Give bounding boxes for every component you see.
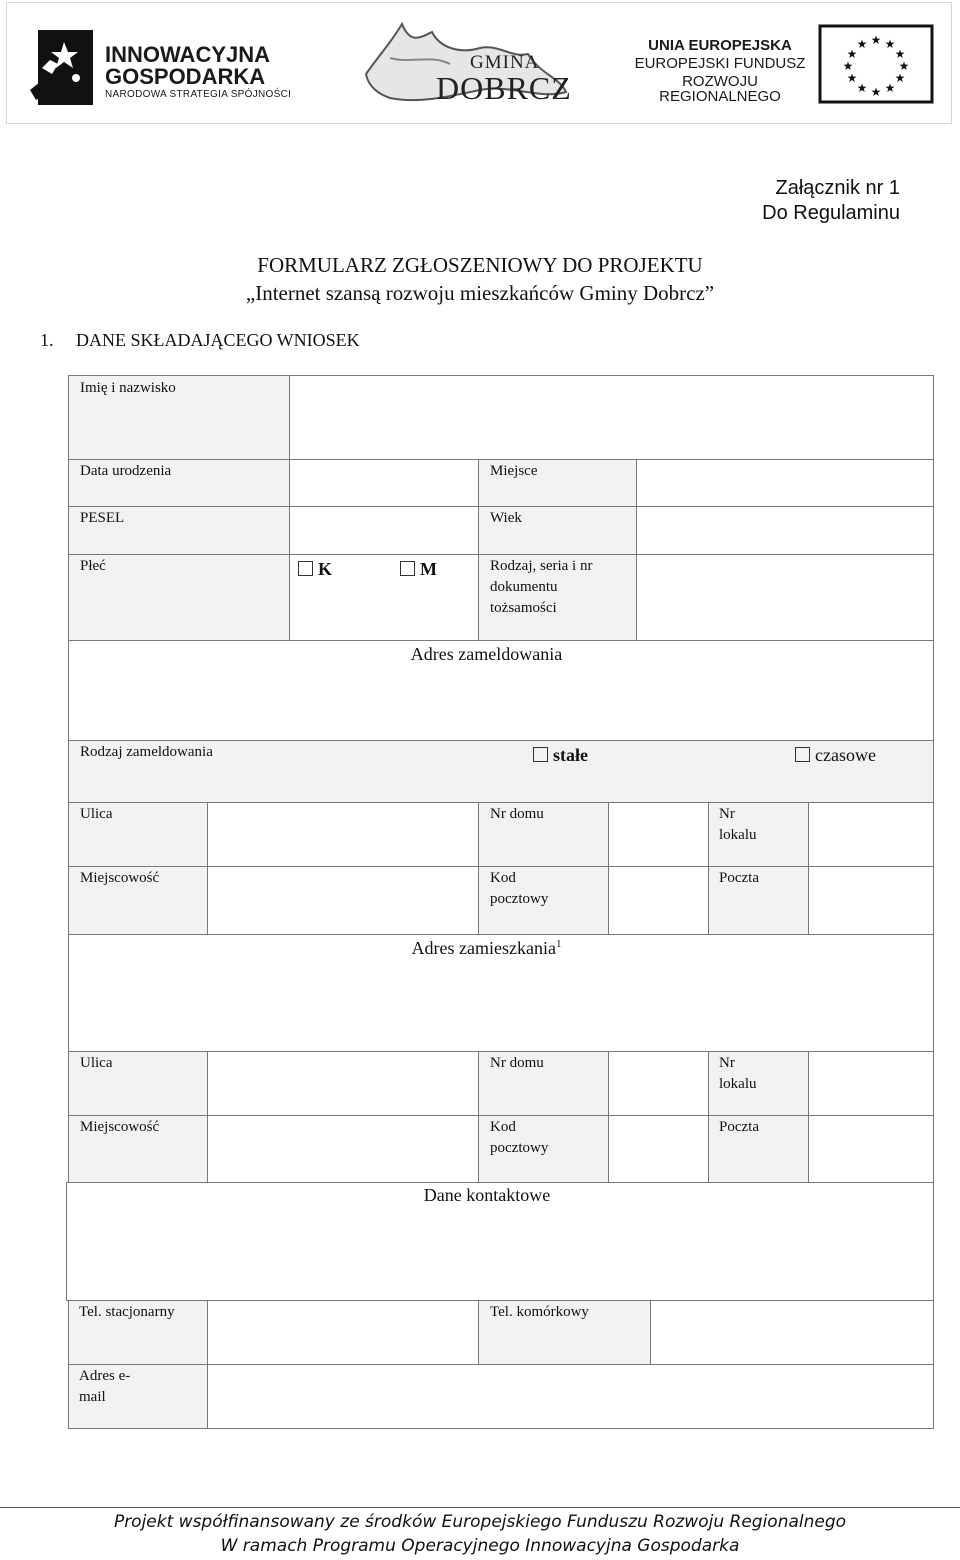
res-house-label: Nr domu <box>490 1055 544 1071</box>
svg-text:★: ★ <box>842 59 854 73</box>
reg-street-input[interactable] <box>207 802 479 867</box>
res-street-label-cell <box>68 1051 208 1116</box>
reg-city-label: Miejscowość <box>80 870 160 886</box>
res-post-office-label-cell <box>708 1115 809 1183</box>
birth-date-label-cell <box>68 459 290 507</box>
res-flat-label-cell <box>708 1051 809 1116</box>
contact-header: Dane kontaktowe <box>423 1185 551 1205</box>
footer-line1: Projekt współfinansowany ze środków Europejskiego Funduszu Rozwoju Regionalnego <box>113 1512 847 1532</box>
reg-temporary-option[interactable] <box>795 745 876 766</box>
reg-temporary-checkbox[interactable] <box>795 747 810 762</box>
pesel-input[interactable] <box>289 506 479 555</box>
place-label-cell <box>478 459 637 507</box>
reg-type-label: Rodzaj zameldowania <box>80 744 213 760</box>
eu-flag-icon <box>818 24 934 104</box>
sex-k-label: K <box>318 559 333 579</box>
mobile-label-cell <box>478 1300 651 1365</box>
reg-post-office-label: Poczta <box>719 870 759 886</box>
reg-permanent-checkbox[interactable] <box>533 747 548 762</box>
res-street-input[interactable] <box>207 1051 479 1116</box>
reg-street-label-cell <box>68 802 208 867</box>
reg-temporary-label: czasowe <box>815 745 876 765</box>
res-post-office-input[interactable] <box>808 1115 934 1183</box>
pesel-label-cell <box>68 506 290 555</box>
reg-flat-input[interactable] <box>808 802 934 867</box>
birth-date-input[interactable] <box>289 459 479 507</box>
section-label: DANE SKŁADAJĄCEGO WNIOSEK <box>76 330 360 350</box>
reg-postal-input[interactable] <box>608 866 709 935</box>
phone-label: Tel. stacjonarny <box>79 1304 175 1320</box>
sex-m-label: M <box>420 559 437 579</box>
res-city-input[interactable] <box>207 1115 479 1183</box>
res-address-header-text: Adres zamieszkania <box>411 938 556 958</box>
res-address-header-cell <box>68 934 934 1052</box>
svg-text:★: ★ <box>898 59 910 73</box>
doc-label-cell <box>478 554 637 641</box>
age-input[interactable] <box>636 506 934 555</box>
res-flat-label: Nr lokalu <box>719 1055 757 1092</box>
name-label-cell <box>68 375 290 460</box>
reg-type-row <box>68 740 934 803</box>
res-flat-input[interactable] <box>808 1051 934 1116</box>
svg-text:★: ★ <box>870 85 882 99</box>
form-title: FORMULARZ ZGŁOSZENIOWY DO PROJEKTU <box>257 253 703 277</box>
sex-k-checkbox[interactable] <box>298 561 313 576</box>
reg-postal-label: Kod pocztowy <box>490 870 549 907</box>
reg-city-input[interactable] <box>207 866 479 935</box>
res-house-label-cell <box>478 1051 609 1116</box>
svg-text:★: ★ <box>856 81 868 95</box>
mobile-input[interactable] <box>650 1300 934 1365</box>
sex-options-cell <box>289 554 479 641</box>
footer-line2: W ramach Programu Operacyjnego Innowacyjna Gospodarka <box>220 1536 740 1556</box>
reg-city-label-cell <box>68 866 208 935</box>
reg-house-label-cell <box>478 802 609 867</box>
age-label: Wiek <box>490 510 522 526</box>
section-number: 1. <box>40 330 54 350</box>
sex-m-checkbox[interactable] <box>400 561 415 576</box>
sex-label: Płeć <box>80 558 106 574</box>
birth-date-label: Data urodzenia <box>80 463 172 479</box>
ig-logo-subtitle: NARODOWA STRATEGIA SPÓJNOŚCI <box>105 89 292 100</box>
contact-header-cell <box>66 1182 934 1301</box>
attachment-line1: Załącznik nr 1 <box>775 177 900 199</box>
birth-place-input[interactable] <box>636 459 934 507</box>
age-label-cell <box>478 506 637 555</box>
svg-text:★: ★ <box>846 71 858 85</box>
sex-label-cell <box>68 554 290 641</box>
ue-logo-line3: ROZWOJU REGIONALNEGO <box>659 73 781 105</box>
reg-permanent-option[interactable] <box>533 745 588 766</box>
res-city-label-cell <box>68 1115 208 1183</box>
name-label: Imię i nazwisko <box>80 380 176 396</box>
ig-logo-line2: GOSPODARKA <box>105 64 266 89</box>
footer-divider <box>0 1507 960 1508</box>
email-input[interactable] <box>207 1364 934 1429</box>
reg-flat-label: Nr lokalu <box>719 806 757 843</box>
doc-input[interactable] <box>636 554 934 641</box>
reg-postal-label-cell <box>478 866 609 935</box>
res-post-office-label: Poczta <box>719 1119 759 1135</box>
attachment-note <box>762 176 900 226</box>
res-postal-label-cell <box>478 1115 609 1183</box>
svg-text:★: ★ <box>884 81 896 95</box>
sex-m-option[interactable] <box>400 559 437 580</box>
gmina-label: GMINA <box>470 52 540 73</box>
dobrcz-label: DOBRCZ <box>436 70 572 106</box>
phone-input[interactable] <box>207 1300 479 1365</box>
res-postal-input[interactable] <box>608 1115 709 1183</box>
reg-flat-label-cell <box>708 802 809 867</box>
svg-text:★: ★ <box>856 37 868 51</box>
phone-label-cell <box>68 1300 208 1365</box>
mobile-label: Tel. komórkowy <box>490 1304 589 1320</box>
reg-street-label: Ulica <box>80 806 113 822</box>
place-label: Miejsce <box>490 463 538 479</box>
reg-house-label: Nr domu <box>490 806 544 822</box>
attachment-line2: Do Regulaminu <box>762 202 900 224</box>
reg-post-office-input[interactable] <box>808 866 934 935</box>
innowacyjna-gospodarka-logo-icon <box>28 20 98 108</box>
svg-text:★: ★ <box>894 71 906 85</box>
reg-address-header-cell <box>68 640 934 741</box>
email-label: Adres e-mail <box>79 1368 131 1405</box>
reg-post-office-label-cell <box>708 866 809 935</box>
ue-logo-line2: EUROPEJSKI FUNDUSZ <box>634 55 806 72</box>
reg-address-header: Adres zameldowania <box>410 644 563 664</box>
reg-house-input[interactable] <box>608 802 709 867</box>
ue-logo-line1: UNIA EUROPEJSKA <box>648 37 792 54</box>
res-street-label: Ulica <box>80 1055 113 1071</box>
ig-logo-line1: INNOWACYJNA <box>105 42 271 67</box>
doc-label: Rodzaj, seria i nr dokumentu tożsamości <box>490 558 593 616</box>
form-subtitle: „Internet szansą rozwoju mieszkańców Gminy Dobrcz” <box>245 281 715 305</box>
svg-text:★: ★ <box>884 37 896 51</box>
res-house-input[interactable] <box>608 1051 709 1116</box>
res-postal-label: Kod pocztowy <box>490 1119 549 1156</box>
email-label-cell <box>68 1364 208 1429</box>
name-input[interactable] <box>289 375 934 460</box>
reg-permanent-label: stałe <box>553 745 588 765</box>
svg-text:★: ★ <box>870 33 882 47</box>
sex-k-option[interactable] <box>298 559 332 580</box>
res-footnote-mark: 1 <box>555 938 562 950</box>
pesel-label: PESEL <box>80 510 125 526</box>
section-heading <box>40 330 360 351</box>
svg-text:★: ★ <box>846 47 858 61</box>
svg-text:★: ★ <box>894 47 906 61</box>
res-address-header <box>69 938 904 959</box>
res-city-label: Miejscowość <box>80 1119 160 1135</box>
